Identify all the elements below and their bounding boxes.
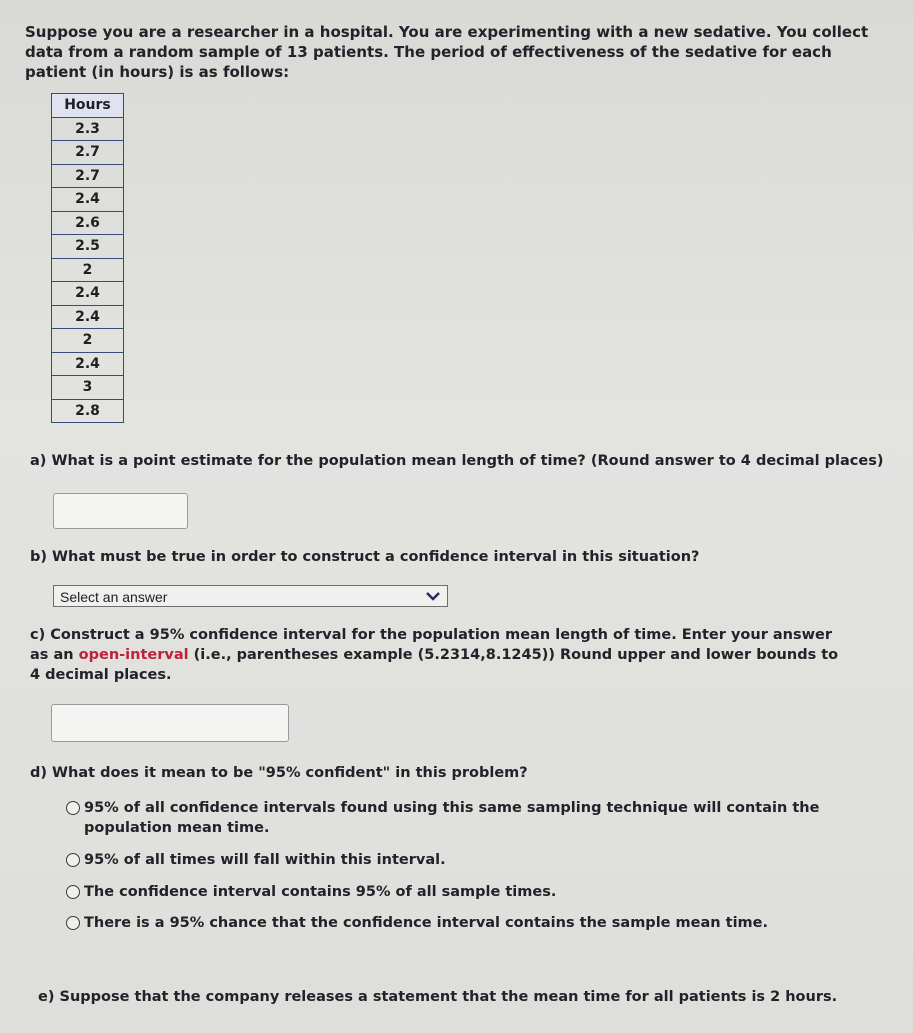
table-cell: 2.7	[52, 141, 124, 165]
problem-intro: Suppose you are a researcher in a hospital. You are experimenting with a new sedative. You collect data from a random sample of 13 patients. The period of effectiveness of the sedative for each patient (in hours) is as follows:	[25, 23, 869, 81]
question-c	[30, 625, 850, 685]
table-cell: 3	[52, 376, 124, 400]
radio-button[interactable]	[66, 885, 80, 899]
table-cell: 2.6	[52, 211, 124, 235]
option-label: 95% of all times will fall within this interval.	[84, 852, 446, 868]
option-label: 95% of all confidence intervals found using this same sampling technique will contain the population mean time.	[84, 800, 820, 836]
open-interval-link[interactable]: open-interval	[78, 647, 189, 663]
option-d-2[interactable]	[66, 850, 866, 870]
question-e: e) Suppose that the company releases a statement that the mean time for all patients is 2 hours.	[38, 989, 838, 1005]
table-cell: 2	[52, 329, 124, 353]
table-cell: 2	[52, 258, 124, 282]
question-b: b) What must be true in order to construct a confidence interval in this situation?	[30, 549, 700, 565]
option-label: There is a 95% chance that the confidence interval contains the sample mean time.	[84, 915, 768, 931]
radio-button[interactable]	[66, 801, 80, 815]
table-cell: 2.8	[52, 399, 124, 423]
table-cell: 2.3	[52, 117, 124, 141]
table-cell: 2.7	[52, 164, 124, 188]
answer-b-select[interactable]	[53, 585, 448, 607]
table-cell: 2.4	[52, 352, 124, 376]
table-header-hours: Hours	[52, 94, 124, 118]
select-value: Select an answer	[60, 589, 168, 605]
option-d-4[interactable]	[66, 913, 866, 933]
table-cell: 2.5	[52, 235, 124, 259]
radio-button[interactable]	[66, 916, 80, 930]
chevron-down-icon	[425, 586, 441, 606]
option-d-1[interactable]	[66, 798, 866, 838]
answer-a-input[interactable]	[53, 493, 188, 529]
option-label: The confidence interval contains 95% of all sample times.	[84, 884, 557, 900]
table-cell: 2.4	[52, 305, 124, 329]
question-a: a) What is a point estimate for the population mean length of time? (Round answer to 4 decimal places)	[30, 453, 884, 469]
question-c-text-2: (i.e., parentheses example (5.2314,8.1245)) Round upper and lower bounds to 4 decimal places.	[30, 647, 839, 683]
radio-button[interactable]	[66, 853, 80, 867]
question-d: d) What does it mean to be "95% confident" in this problem?	[30, 765, 528, 781]
answer-c-input[interactable]	[51, 704, 289, 742]
question-c-text: c) Construct a 95% confidence interval for the population mean length of time. Enter your answer as an	[30, 627, 833, 663]
table-cell: 2.4	[52, 188, 124, 212]
hours-table	[51, 93, 124, 423]
option-d-3[interactable]	[66, 882, 866, 902]
table-cell: 2.4	[52, 282, 124, 306]
